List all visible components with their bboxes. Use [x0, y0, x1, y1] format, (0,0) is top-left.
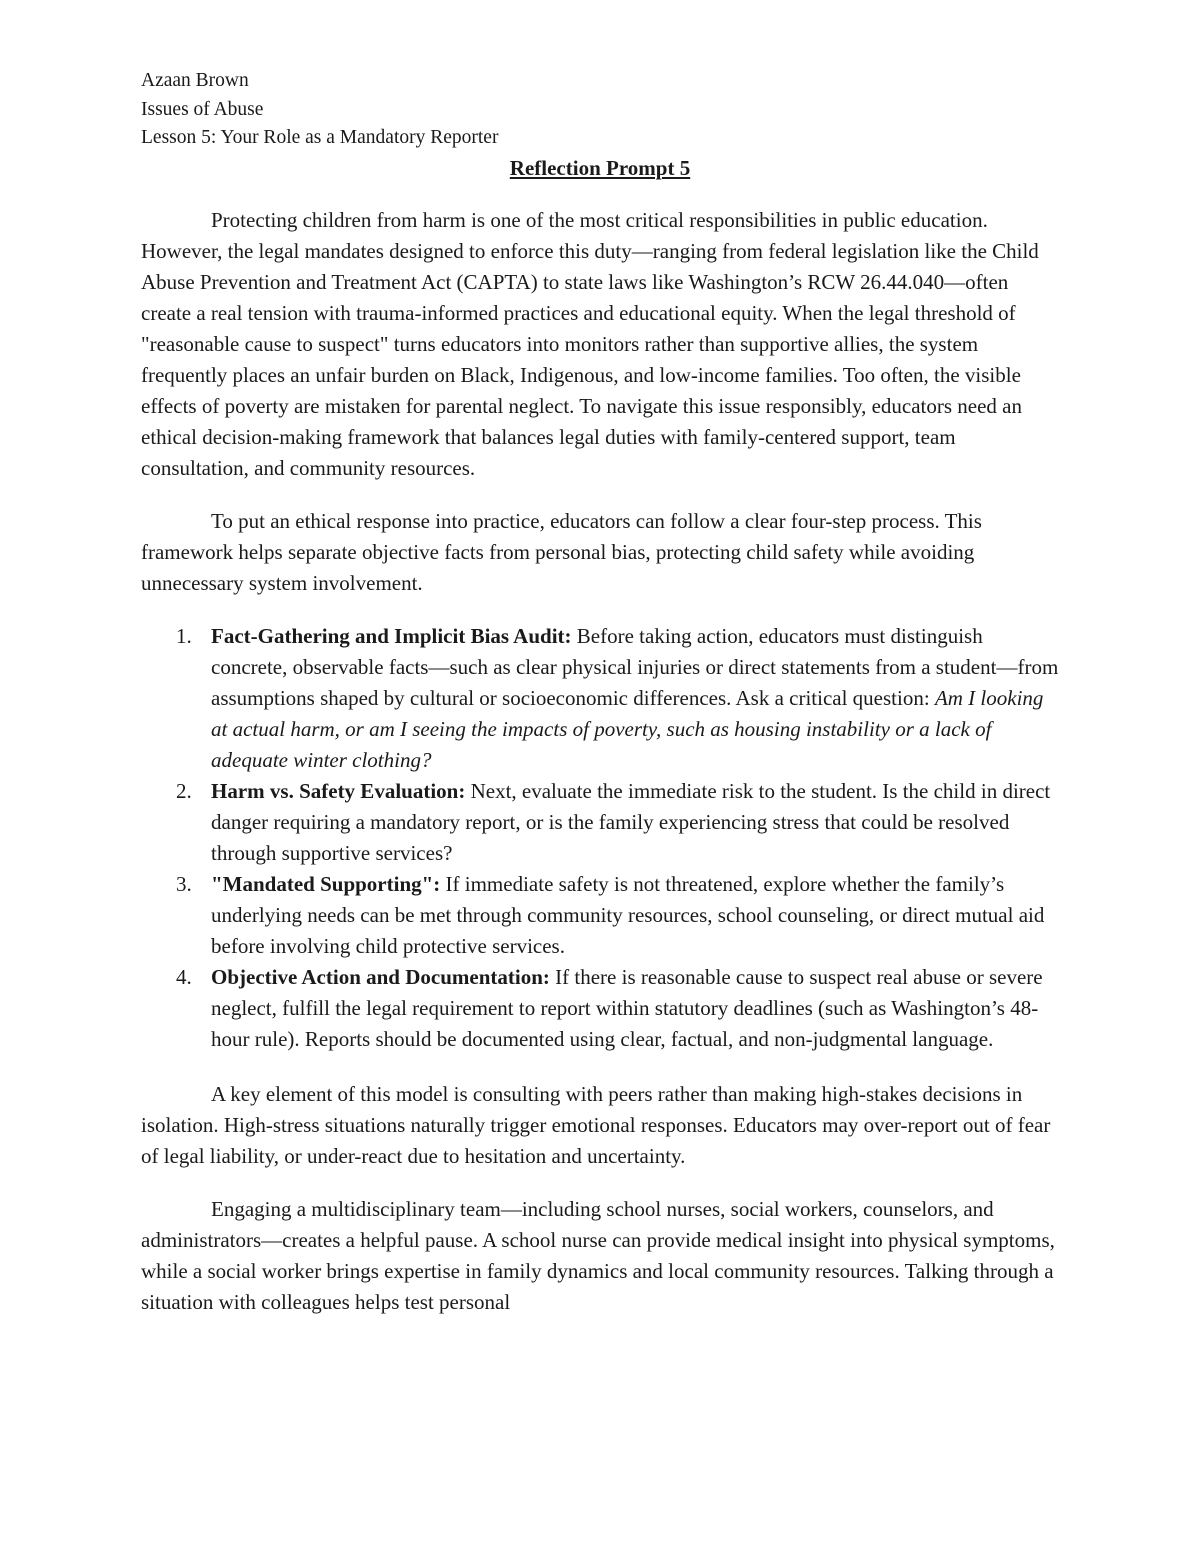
- step-number: 4.: [176, 964, 192, 989]
- course-name: Issues of Abuse: [141, 98, 264, 120]
- step-title: Harm vs. Safety Evaluation:: [211, 778, 466, 803]
- step-item: [141, 869, 1059, 962]
- document-content: [141, 67, 1059, 1340]
- step-text: If there is reasonable cause to suspect real abuse or severe neglect, fulfill the legal requirement to report within statutory deadlines (such as Washington’s 48-hour rule). Reports should be documented using clear, factual, and non-judgmental language.: [211, 964, 1043, 1051]
- steps-list: [141, 621, 1059, 1055]
- step-number: 1.: [176, 623, 192, 648]
- step-item: [141, 621, 1059, 776]
- lesson-title: Lesson 5: Your Role as a Mandatory Reporter: [141, 127, 499, 148]
- step-text: Next, evaluate the immediate risk to the student. Is the child in direct danger requiring a mandatory report, or is the family experiencing stress that could be resolved through supportive services?: [211, 778, 1051, 865]
- framework-paragraph: To put an ethical response into practice, educators can follow a clear four-step process. This framework helps separate objective facts from personal bias, protecting child safety while avoiding unnecessary system involvement.: [141, 508, 982, 595]
- step-item: [141, 962, 1059, 1055]
- step-item: [141, 776, 1059, 869]
- step-number: 2.: [176, 778, 192, 803]
- step-title: Fact-Gathering and Implicit Bias Audit:: [211, 623, 572, 648]
- step-italic-question: Am I looking at actual harm, or am I seeing the impacts of poverty, such as housing instability or a lack of adequate winter clothing?: [211, 685, 1044, 772]
- step-text: Before taking action, educators must distinguish concrete, observable facts—such as clear physical injuries or direct statements from a student—from assumptions shaped by cultural or socioeconomic differences. Ask a critical question:: [211, 623, 1059, 710]
- step-number: 3.: [176, 871, 192, 896]
- intro-paragraph: Protecting children from harm is one of the most critical responsibilities in public education. However, the legal mandates designed to enforce this duty—ranging from federal legislation like the Child Abuse Prevention and Treatment Act (CAPTA) to state laws like Washington’s RCW 26.44.040—often create a real tension with trauma-informed practices and educational equity. When the legal threshold of "reasonable cause to suspect" turns educators into monitors rather than supportive allies, the system frequently places an unfair burden on Black, Indigenous, and low-income families. Too often, the visible effects of poverty are mistaken for parental neglect. To navigate this issue responsibly, educators need an ethical decision-making framework that balances legal duties with family-centered support, team consultation, and community resources.: [141, 207, 1039, 480]
- author-name: Azaan Brown: [141, 70, 249, 91]
- team-paragraph: Engaging a multidisciplinary team—including school nurses, social workers, counselors, and administrators—creates a helpful pause. A school nurse can provide medical insight into physical symptoms, while a social worker brings expertise in family dynamics and local community resources. Talking through a situation with colleagues helps test personal: [141, 1196, 1055, 1314]
- step-text: If immediate safety is not threatened, explore whether the family’s underlying needs can be met through community resources, school counseling, or direct mutual aid before involving child protective services.: [211, 871, 1045, 958]
- step-title: Objective Action and Documentation:: [211, 964, 550, 989]
- document-title: Reflection Prompt 5: [509, 155, 691, 180]
- consultation-paragraph: A key element of this model is consulting with peers rather than making high-stakes decisions in isolation. High-stress situations naturally trigger emotional responses. Educators may over-report out of fear of legal liability, or under-react due to hesitation and uncertainty.: [141, 1081, 1051, 1168]
- step-title: "Mandated Supporting":: [211, 871, 441, 896]
